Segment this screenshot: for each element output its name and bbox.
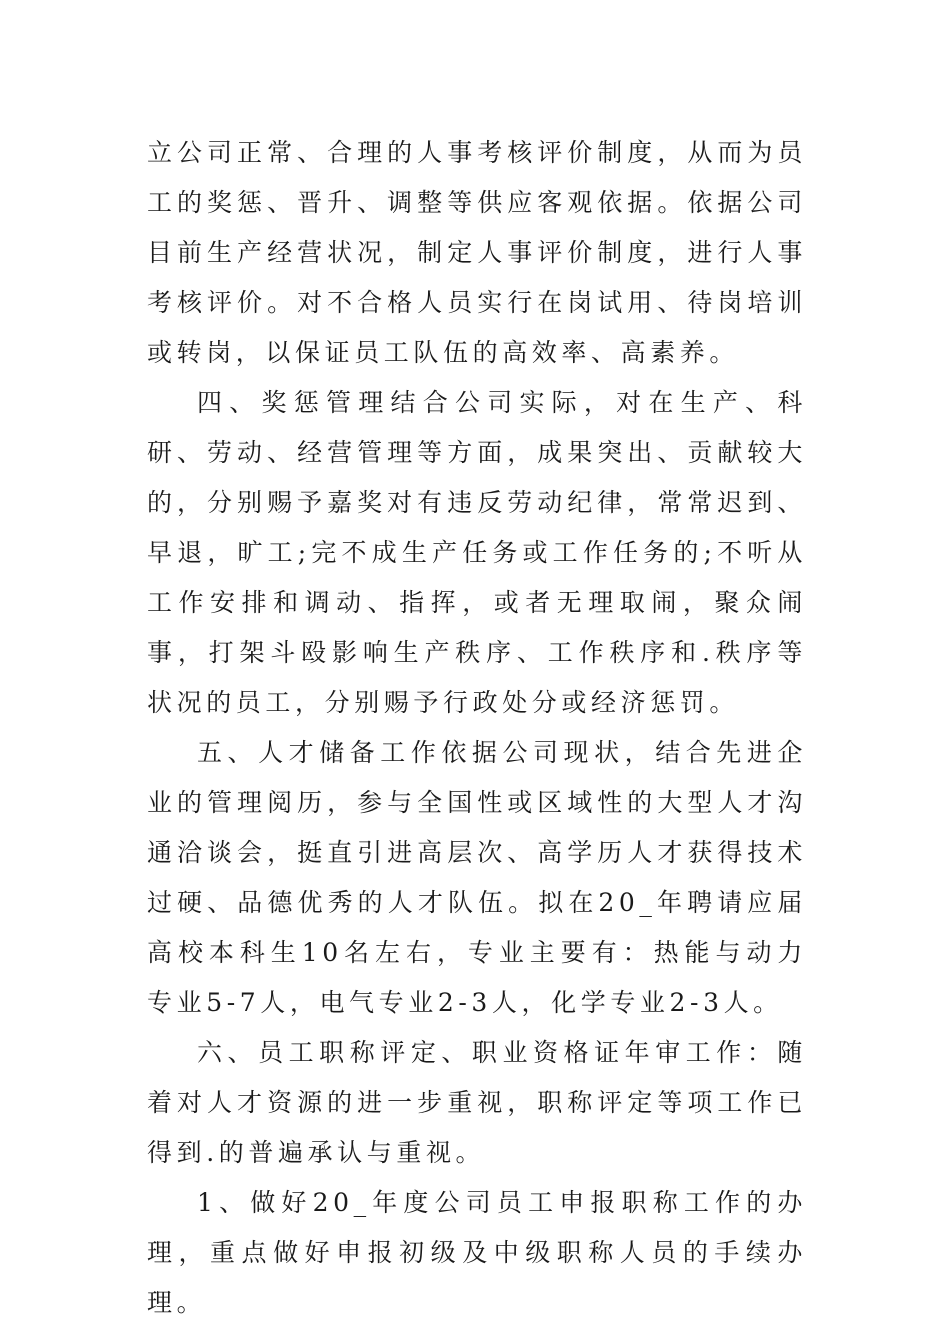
paragraph-item-1: 1、做好20_年度公司员工申报职称工作的办理，重点做好申报初级及中级职称人员的手续办理。 bbox=[147, 1188, 807, 1317]
paragraph-continuation: 立公司正常、合理的人事考核评价制度，从而为员工的奖惩、晋升、调整等供应客观依据。依据公司目前生产经营状况，制定人事评价制度，进行人事考核评价。对不合格人员实行在岗试用、待岗培训或转岗，以保证员工队伍的高效率、高素养。 bbox=[147, 138, 807, 367]
paragraph-title-evaluation: 六、员工职称评定、职业资格证年审工作：随着对人才资源的进一步重视，职称评定等项工作已得到.的普遍承认与重视。 bbox=[147, 1038, 807, 1167]
paragraph-rewards-penalties: 四、奖惩管理结合公司实际，对在生产、科研、劳动、经营管理等方面，成果突出、贡献较大的，分别赐予嘉奖对有违反劳动纪律，常常迟到、早退，旷工;完不成生产任务或工作任务的;不听从工作安排和调动、指挥，或者无理取闹，聚众闹事，打架斗殴影响生产秩序、工作秩序和.秩序等状况的员工，分别赐予行政处分或经济惩罚。 bbox=[147, 388, 807, 717]
paragraph-talent-reserve: 五、人才储备工作依据公司现状，结合先进企业的管理阅历，参与全国性或区域性的大型人才沟通洽谈会，挺直引进高层次、高学历人才获得技术过硬、品德优秀的人才队伍。拟在20_年聘请应届高校本科生10名左右，专业主要有：热能与动力专业5-7人，电气专业2-3人，化学专业2-3人。 bbox=[147, 738, 807, 1017]
document-body bbox=[147, 128, 807, 1328]
